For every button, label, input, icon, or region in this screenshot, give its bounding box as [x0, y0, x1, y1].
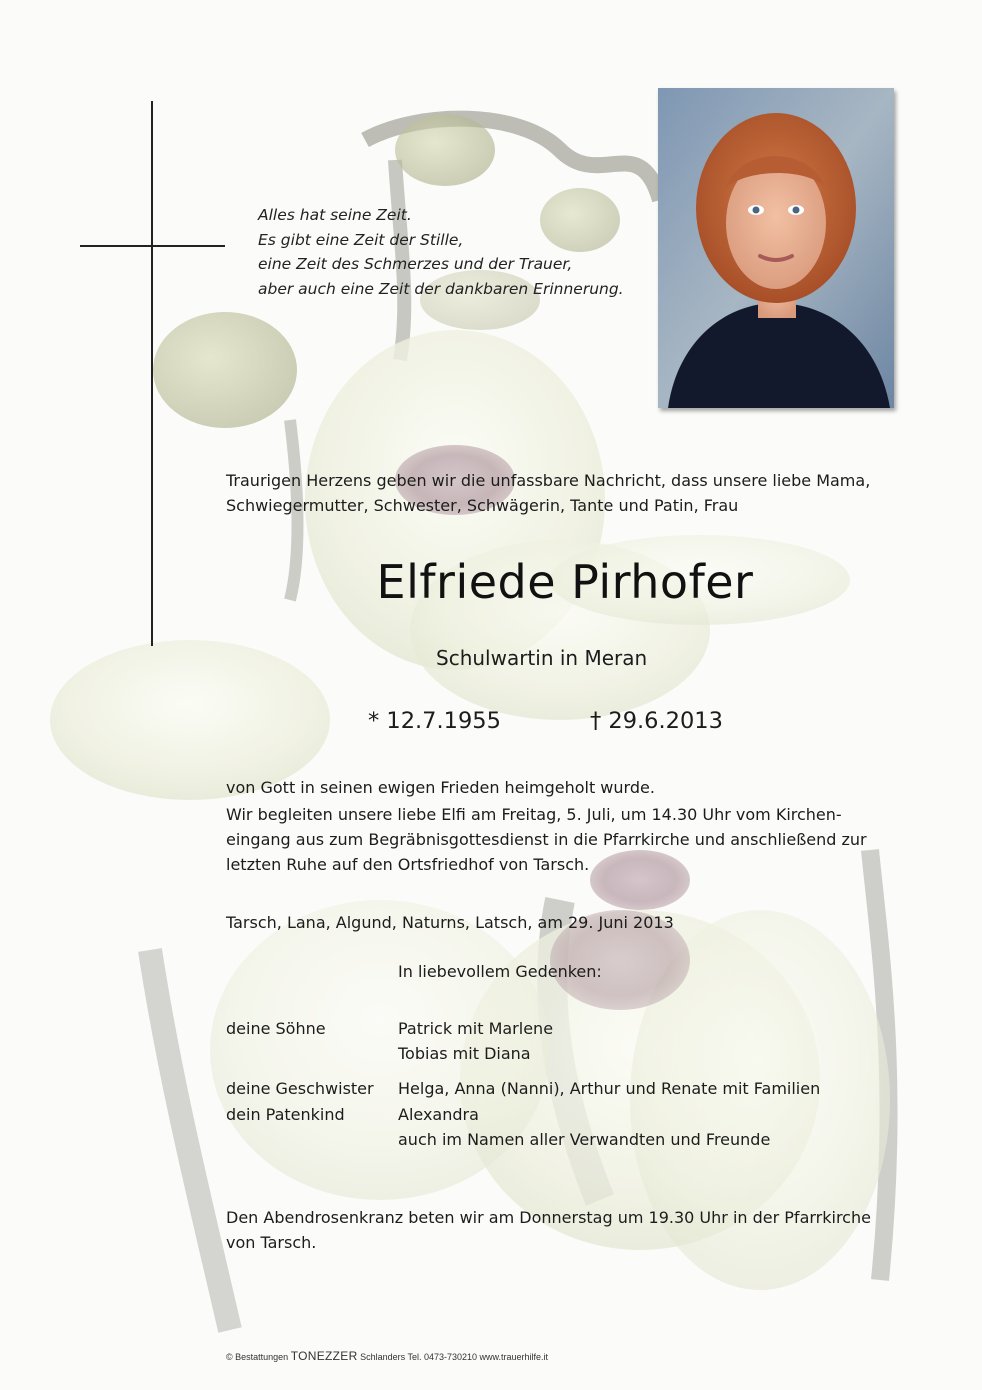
godchild-label: dein Patenkind	[226, 1105, 345, 1124]
deceased-occupation: Schulwartin in Meran	[436, 646, 648, 670]
quote-line: eine Zeit des Schmerzes und der Trauer,	[258, 255, 573, 273]
sons-label: deine Söhne	[226, 1019, 326, 1038]
intro-line: Traurigen Herzens geben wir die unfassbare Nachricht, dass unsere liebe Mama,	[226, 471, 871, 490]
in-memory-heading: In liebevollem Gedenken:	[398, 962, 602, 981]
relatives-entry: auch im Namen aller Verwandten und Freunde	[398, 1130, 771, 1149]
rosary-line: Den Abendrosenkranz beten wir am Donnerstag um 19.30 Uhr in der Pfarrkirche	[226, 1208, 871, 1227]
godchild-entry: Alexandra	[398, 1105, 479, 1124]
quote-line: aber auch eine Zeit der dankbaren Erinnerung.	[258, 279, 624, 298]
intro-line: Schwiegermutter, Schwester, Schwägerin, Tante und Patin, Frau	[226, 496, 739, 515]
funeral-home-footer	[226, 1349, 548, 1363]
deceased-name: Elfriede Pirhofer	[376, 555, 754, 609]
homecoming-line: von Gott in seinen ewigen Frieden heimgeholt wurde.	[226, 778, 655, 797]
siblings-label: deine Geschwister	[226, 1079, 374, 1098]
rosary-line: von Tarsch.	[226, 1233, 317, 1252]
son-entry: Patrick mit Marlene	[398, 1019, 554, 1038]
death-date: † 29.6.2013	[590, 708, 723, 734]
footer-contact: Schlanders Tel. 0473-730210 www.trauerhilfe.it	[360, 1352, 549, 1362]
funeral-line: letzten Ruhe auf den Ortsfriedhof von Tarsch.	[226, 855, 590, 874]
memorial-quote	[258, 203, 658, 301]
intro-paragraph	[226, 468, 906, 518]
portrait-photo	[658, 88, 894, 408]
funeral-line: eingang aus zum Begräbnisgottesdienst in die Pfarrkirche und anschließend zur	[226, 830, 867, 849]
place-and-date: Tarsch, Lana, Algund, Naturns, Latsch, am 29. Juni 2013	[226, 913, 674, 932]
funeral-line: Wir begleiten unsere liebe Elfi am Freitag, 5. Juli, um 14.30 Uhr vom Kirchen-	[226, 805, 842, 824]
footer-brand: TONEZZER	[290, 1349, 358, 1363]
quote-line: Alles hat seine Zeit.	[258, 206, 412, 224]
siblings-entry: Helga, Anna (Nanni), Arthur und Renate mit Familien	[398, 1079, 821, 1098]
son-entry: Tobias mit Diana	[398, 1044, 531, 1063]
rosary-paragraph	[226, 1205, 906, 1255]
footer-prefix: © Bestattungen	[226, 1352, 289, 1362]
quote-line: Es gibt eine Zeit der Stille,	[258, 230, 464, 249]
cross-horizontal-bar	[80, 245, 225, 247]
funeral-paragraph	[226, 802, 906, 877]
birth-date: * 12.7.1955	[368, 708, 501, 734]
